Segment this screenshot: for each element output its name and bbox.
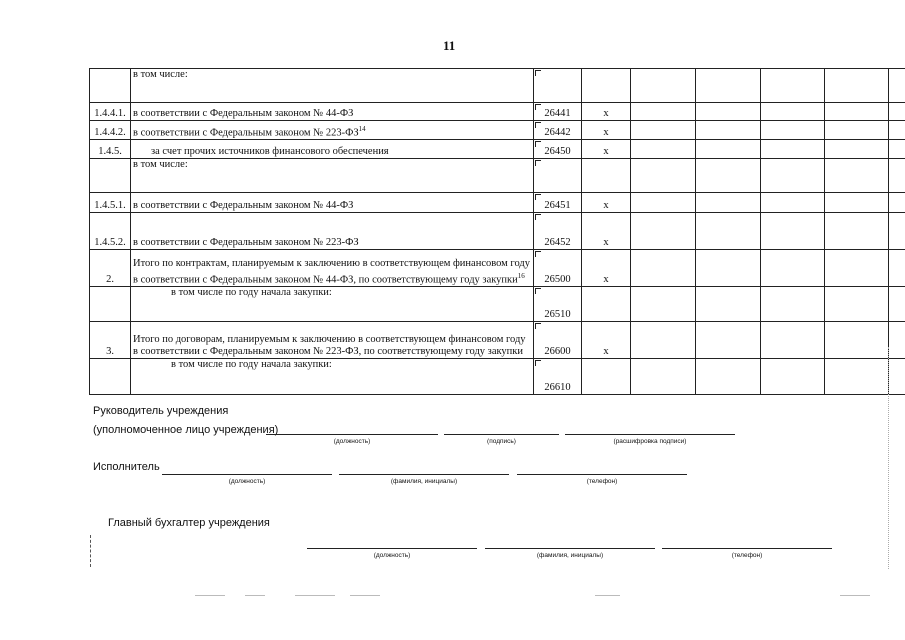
- row-number: 1.4.5.: [90, 140, 131, 159]
- row-x-mark: х: [582, 103, 631, 121]
- signature-section: [89, 347, 889, 569]
- value-cell[interactable]: [889, 140, 905, 159]
- value-cell[interactable]: [631, 193, 696, 213]
- row-number: [90, 69, 131, 103]
- scan-artifact-dash: [245, 595, 265, 596]
- scan-artifact-dash: [595, 595, 620, 596]
- executor-name-line[interactable]: [339, 474, 509, 475]
- row-number: [90, 159, 131, 193]
- description-line-wrapper: [133, 123, 531, 140]
- row-description: [131, 121, 534, 140]
- value-cell[interactable]: [825, 103, 889, 121]
- value-cell[interactable]: [631, 159, 696, 193]
- description-line: в соответствии с Федеральным законом № 44-ФЗ: [133, 200, 354, 211]
- row-description: [131, 69, 534, 103]
- value-cell[interactable]: [696, 121, 761, 140]
- footnote-marker: 16: [517, 271, 525, 280]
- description-line: в том числе:: [133, 159, 188, 170]
- description-line-wrapper: [133, 270, 531, 287]
- description-line: за счет прочих источников финансового обеспечения: [151, 146, 389, 157]
- accountant-caption-phone: (телефон): [731, 552, 763, 559]
- executor-caption-phone: (телефон): [586, 478, 618, 485]
- row-number: 2.: [90, 250, 131, 287]
- executor-caption-name: (фамилия, инициалы): [390, 478, 458, 485]
- accountant-label: Главный бухгалтер учреждения: [108, 517, 270, 529]
- executor-label: Исполнитель: [93, 461, 160, 473]
- table-row: [90, 159, 905, 193]
- accountant-phone-line[interactable]: [662, 548, 832, 549]
- footnote-marker: 14: [358, 124, 366, 133]
- accountant-caption-name: (фамилия, инициалы): [536, 552, 604, 559]
- row-code: 26610: [534, 359, 582, 395]
- value-cell[interactable]: [825, 250, 889, 287]
- accountant-position-line[interactable]: [307, 548, 477, 549]
- value-cell[interactable]: [825, 69, 889, 103]
- scan-artifact-dash: [350, 595, 380, 596]
- head-caption-position: (должность): [333, 438, 371, 445]
- page-number: 11: [443, 38, 456, 53]
- row-code: [534, 69, 582, 103]
- value-cell[interactable]: [889, 322, 905, 359]
- row-code: 26450: [534, 140, 582, 159]
- value-cell[interactable]: [889, 121, 905, 140]
- description-line: Итого по договорам, планируемым к заключению в соответствующем финансовом году: [133, 334, 526, 345]
- description-line: Итого по контрактам, планируемым к заключению в соответствующем финансовом году: [133, 257, 531, 269]
- row-code: 26451: [534, 193, 582, 213]
- value-cell[interactable]: [889, 250, 905, 287]
- value-cell[interactable]: [696, 103, 761, 121]
- row-x-mark: х: [582, 213, 631, 250]
- head-position-line[interactable]: [266, 434, 438, 435]
- table-row: [90, 69, 905, 103]
- description-text: в соответствии с Федеральным законом № 44-ФЗ, по соответствующему году закупки: [133, 274, 518, 285]
- value-cell[interactable]: [696, 287, 761, 322]
- value-cell[interactable]: [631, 250, 696, 287]
- value-cell[interactable]: [631, 140, 696, 159]
- row-x-mark: х: [582, 140, 631, 159]
- value-cell[interactable]: [761, 159, 825, 193]
- row-x-mark: х: [582, 250, 631, 287]
- head-caption-name: (расшифровка подписи): [613, 438, 687, 445]
- row-x-mark: [582, 159, 631, 193]
- row-number: 3.: [90, 322, 131, 359]
- value-cell[interactable]: [696, 140, 761, 159]
- value-cell[interactable]: [631, 287, 696, 322]
- scan-artifact-left: [90, 535, 91, 567]
- head-signature-line[interactable]: [444, 434, 559, 435]
- value-cell[interactable]: [631, 121, 696, 140]
- value-cell[interactable]: [696, 193, 761, 213]
- row-code: 26510: [534, 287, 582, 322]
- value-cell[interactable]: [761, 103, 825, 121]
- row-x-mark: [582, 287, 631, 322]
- row-code: [534, 159, 582, 193]
- row-code: 26600: [534, 322, 582, 359]
- row-code: 26441: [534, 103, 582, 121]
- value-cell[interactable]: [825, 213, 889, 250]
- row-code: 26442: [534, 121, 582, 140]
- head-label: Руководитель учреждения: [93, 405, 229, 417]
- table-row: [90, 250, 905, 287]
- description-line: в том числе по году начала закупки:: [171, 287, 332, 298]
- value-cell[interactable]: [761, 69, 825, 103]
- description-line: в том числе по году начала закупки:: [171, 359, 332, 370]
- head-label-secondary: (уполномоченное лицо учреждения): [93, 424, 279, 436]
- value-cell[interactable]: [889, 193, 905, 213]
- value-cell[interactable]: [825, 287, 889, 322]
- value-cell[interactable]: [631, 69, 696, 103]
- description-text: в соответствии с Федеральным законом № 223-ФЗ: [133, 127, 359, 138]
- description-line: в соответствии с Федеральным законом № 44-ФЗ: [133, 108, 354, 119]
- row-description: [131, 213, 534, 250]
- executor-position-line[interactable]: [162, 474, 332, 475]
- description-line: в соответствии с Федеральным законом № 223-ФЗ, по соответствующему году закупки: [133, 346, 524, 357]
- row-description: [131, 193, 534, 213]
- value-cell[interactable]: [889, 103, 905, 121]
- value-cell[interactable]: [825, 140, 889, 159]
- scan-artifact-dash: [840, 595, 870, 596]
- value-cell[interactable]: [889, 359, 905, 395]
- value-cell[interactable]: [889, 159, 905, 193]
- value-cell[interactable]: [889, 213, 905, 250]
- procurement-plan-table: [89, 68, 905, 395]
- row-description: [131, 140, 534, 159]
- head-name-line[interactable]: [565, 434, 735, 435]
- accountant-caption-position: (должность): [373, 552, 411, 559]
- row-description: [131, 103, 534, 121]
- value-cell[interactable]: [825, 193, 889, 213]
- table-row: [90, 140, 905, 159]
- value-cell[interactable]: [761, 213, 825, 250]
- row-number: 1.4.5.2.: [90, 213, 131, 250]
- accountant-name-line[interactable]: [485, 548, 655, 549]
- row-description: [131, 287, 534, 322]
- scan-artifact-dash: [295, 595, 335, 596]
- row-number: [90, 287, 131, 322]
- row-code: 26452: [534, 213, 582, 250]
- row-number: 1.4.5.1.: [90, 193, 131, 213]
- value-cell[interactable]: [761, 193, 825, 213]
- row-x-mark: [582, 69, 631, 103]
- value-cell[interactable]: [631, 103, 696, 121]
- row-description: [131, 159, 534, 193]
- row-number: 1.4.4.2.: [90, 121, 131, 140]
- table-row: [90, 121, 905, 140]
- description-line: в соответствии с Федеральным законом № 223-ФЗ: [133, 237, 359, 248]
- value-cell[interactable]: [825, 159, 889, 193]
- executor-caption-position: (должность): [228, 478, 266, 485]
- scan-artifact-dash: [195, 595, 225, 596]
- value-cell[interactable]: [696, 69, 761, 103]
- head-caption-signature: (подпись): [487, 438, 516, 445]
- value-cell[interactable]: [761, 287, 825, 322]
- table-row: [90, 287, 905, 322]
- table-row: [90, 193, 905, 213]
- description-line: в том числе:: [133, 69, 188, 80]
- value-cell[interactable]: [825, 121, 889, 140]
- value-cell[interactable]: [696, 159, 761, 193]
- value-cell[interactable]: [889, 69, 905, 103]
- table-row: [90, 103, 905, 121]
- value-cell[interactable]: [761, 250, 825, 287]
- row-code: 26500: [534, 250, 582, 287]
- row-number: 1.4.4.1.: [90, 103, 131, 121]
- row-description: [131, 250, 534, 287]
- value-cell[interactable]: [761, 140, 825, 159]
- value-cell[interactable]: [761, 121, 825, 140]
- row-x-mark: х: [582, 193, 631, 213]
- value-cell[interactable]: [696, 213, 761, 250]
- row-x-mark: х: [582, 322, 631, 359]
- value-cell[interactable]: [631, 213, 696, 250]
- value-cell[interactable]: [696, 250, 761, 287]
- table-row: [90, 213, 905, 250]
- executor-phone-line[interactable]: [517, 474, 687, 475]
- value-cell[interactable]: [889, 287, 905, 322]
- row-x-mark: х: [582, 121, 631, 140]
